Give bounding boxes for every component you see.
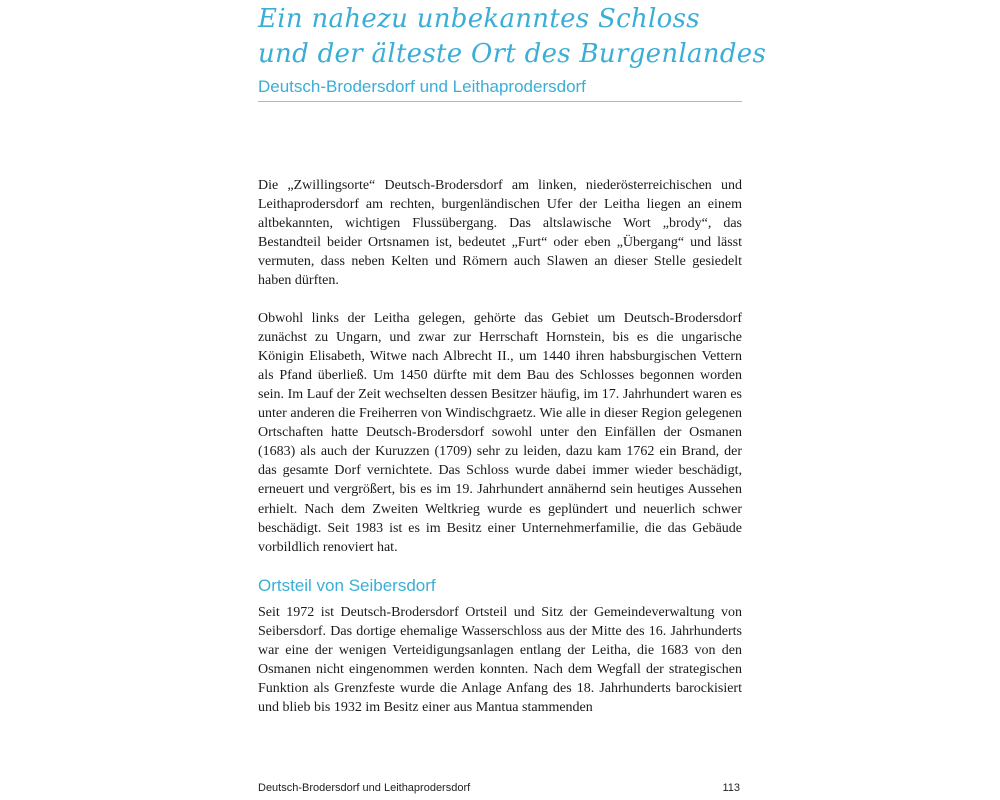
chapter-title-line-1: Ein nahezu unbekanntes Schloss <box>258 4 700 34</box>
chapter-title-line-2: und der älteste Ort des Burgenlandes <box>258 39 767 69</box>
running-title: Deutsch-Brodersdorf und Leithaprodersdorf <box>258 782 471 794</box>
page-number: 113 <box>722 782 740 794</box>
section-heading: Ortsteil von Seibersdorf <box>258 575 436 595</box>
subtitle-divider <box>258 101 742 102</box>
book-page <box>258 0 767 800</box>
section-paragraph: Seit 1972 ist Deutsch-Brodersdorf Ortsteil und Sitz der Gemeindeverwaltung von Seibersdorf. Das dortige ehemalige Wasserschloss aus der Mitte des 16. Jahrhunderts war eine der wenigen Verteidigungsanlagen entlang der Leitha, die 1683 von den Osmanen nicht eingenommen werden konnten. Nach dem Wegfall der strategischen Funktion als Grenzfeste wurde die Anlage Anfang des 18. Jahrhunderts barockisiert und blieb bis 1932 im Besitz einer aus Mantua stammenden <box>258 604 742 716</box>
chapter-subtitle: Deutsch-Brodersdorf und Leithaprodersdorf <box>258 77 586 96</box>
paragraph-1: Die „Zwillingsorte“ Deutsch-Brodersdorf am linken, niederösterreichischen und Leithaprodersdorf am rechten, burgenländischen Ufer der Leitha liegen an einem altbekannten, wichtigen Flussübergang. Das altslawische Wort „brody“, das Bestandteil beider Ortsnamen ist, bedeutet „Furt“ oder eben „Übergang“ und lässt vermuten, dass neben Kelten und Römern auch Slawen an dieser Stelle gesiedelt haben dürften. <box>258 178 742 289</box>
paragraph-2: Obwohl links der Leitha gelegen, gehörte das Gebiet um Deutsch-Brodersdorf zunächst zu Ungarn, und zwar zur Herrschaft Hornstein, bis es die ungarische Königin Elisabeth, Witwe nach Albrecht II., um 1440 ihren habsburgischen Vettern als Pfand überließ. Um 1450 dürfte mit dem Bau des Schlosses begonnen worden sein. Im Lauf der Zeit wechselten dessen Besitzer häufig, im 17. Jahrhundert waren es unter anderen die Freiherren von Windischgraetz. Wie alle in dieser Region gelegenen Ortschaften hatte Deutsch-Brodersdorf sowohl unter den Einfällen der Osmanen (1683) als auch der Kuruzzen (1709) sehr zu leiden, dazu kam 1762 ein Brand, der das gesamte Dorf vernichtete. Das Schloss wurde dabei immer wieder beschädigt, erneuert und vergrößert, bis es im 19. Jahrhundert annähernd sein heutiges Aussehen erhielt. Nach dem Zweiten Weltkrieg wurde es geplündert und neuerlich schwer beschädigt. Seit 1983 ist es im Besitz einer Unternehmerfamilie, die das Gebäude vorbildlich renoviert hat. <box>258 310 742 555</box>
body-text <box>258 176 742 735</box>
chapter-title <box>258 2 767 72</box>
